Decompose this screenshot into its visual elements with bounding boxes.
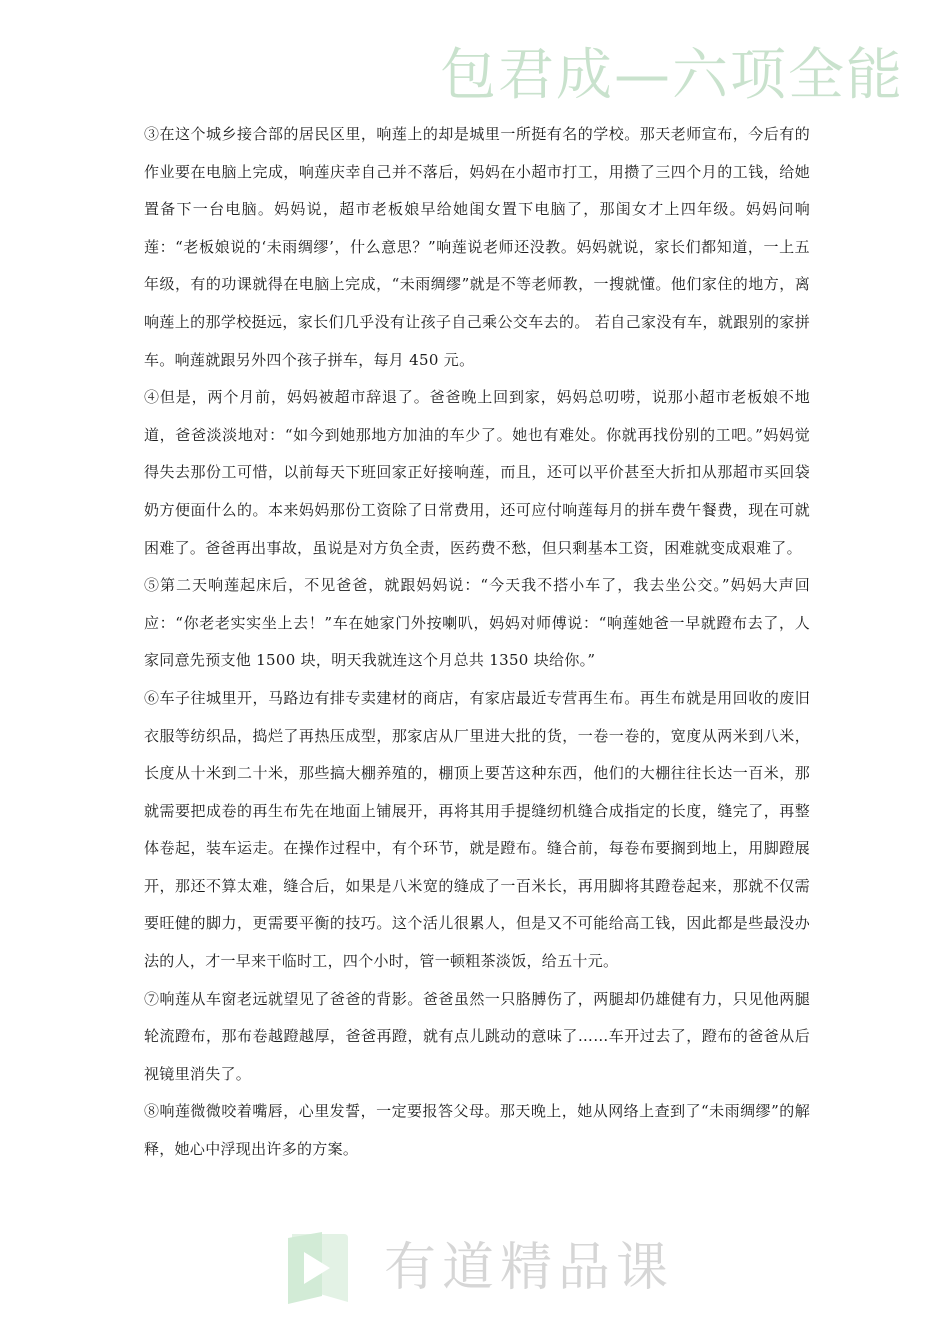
footer-brand-text: 有道精品课	[384, 1238, 675, 1298]
paragraph-7: ⑦响莲从车窗老远就望见了爸爸的背影。爸爸虽然一只胳膊伤了，两腿却仍雄健有力，只见他两腿轮流蹬布，那布卷越蹬越厚，爸爸再蹬，就有点儿跳动的意味了……车开过去了，蹬布的爸爸从后视镜里消失了。	[144, 989, 810, 1083]
paragraph-8: ⑧响莲微微咬着嘴唇，心里发誓，一定要报答父母。那天晚上，她从网络上查到了“未雨绸缪”的解释，她心中浮现出许多的方案。	[144, 1102, 810, 1159]
article-body	[144, 116, 810, 1169]
paragraph-4: ④但是，两个月前，妈妈被超市辞退了。爸爸晚上回到家，妈妈总叨唠，说那小超市老板娘不地道，爸爸淡淡地对：“如今到她那地方加油的车少了。她也有难处。你就再找份别的工吧。”妈妈觉得失去那份工可惜，以前每天下班回家正好接响莲，而且，还可以平价甚至大折扣从那超市买回袋奶方便面什么的。本来妈妈那份工资除了日常费用，还可应付响莲每月的拼车费午餐费，现在可就困难了。爸爸再出事故，虽说是对方负全责，医药费不愁，但只剩基本工资，困难就变成艰难了。	[144, 388, 810, 557]
footer-logo	[282, 1228, 674, 1308]
paragraph-5: ⑤第二天响莲起床后，不见爸爸，就跟妈妈说：“今天我不搭小车了，我去坐公交。”妈妈大声回应：“你老老实实坐上去！”车在她家门外按喇叭，妈妈对师傅说：“响莲她爸一早就蹬布去了，人家同意先预支他 1500 块，明天我就连这个月总共 1350 块给你。”	[144, 576, 810, 670]
header-watermark: 包君成—六项全能	[440, 43, 904, 108]
paragraph-3: ③在这个城乡接合部的居民区里，响莲上的却是城里一所挺有名的学校。那天老师宣布，今后有的作业要在电脑上完成，响莲庆幸自己并不落后，妈妈在小超市打工，用攒了三四个月的工钱，给她置备下一台电脑。妈妈说，超市老板娘早给她闺女置下电脑了，那闺女才上四年级。妈妈问响莲：“老板娘说的‘未雨绸缪’，什么意思？”响莲说老师还没教。妈妈就说，家长们都知道，一上五年级，有的功课就得在电脑上完成，“未雨绸缪”就是不等老师教，一搜就懂。他们家住的地方，离响莲上的那学校挺远，家长们几乎没有让孩子自己乘公交车去的。 若自己家没有车，就跟别的家拼车。响莲就跟另外四个孩子拼车，每月 450 元。	[144, 125, 810, 369]
youdao-play-icon	[282, 1228, 354, 1308]
paragraph-6: ⑥车子往城里开，马路边有排专卖建材的商店，有家店最近专营再生布。再生布就是用回收的废旧衣服等纺织品，捣烂了再热压成型，那家店从厂里进大批的货，一卷一卷的，宽度从两米到八米，长度从十米到二十米，那些搞大棚养殖的，棚顶上要苫这种东西，他们的大棚往往长达一百米，那就需要把成卷的再生布先在地面上铺展开，再将其用手提缝纫机缝合成指定的长度，缝完了，再整体卷起，装车运走。在操作过程中，有个环节，就是蹬布。缝合前，每卷布要搁到地上，用脚蹬展开，那还不算太难，缝合后，如果是八米宽的缝成了一百米长，再用脚将其蹬卷起来，那就不仅需要旺健的脚力，更需要平衡的技巧。这个活儿很累人，但是又不可能给高工钱，因此都是些最没办法的人，才一早来干临时工，四个小时，管一顿粗茶淡饭，给五十元。	[144, 688, 810, 971]
